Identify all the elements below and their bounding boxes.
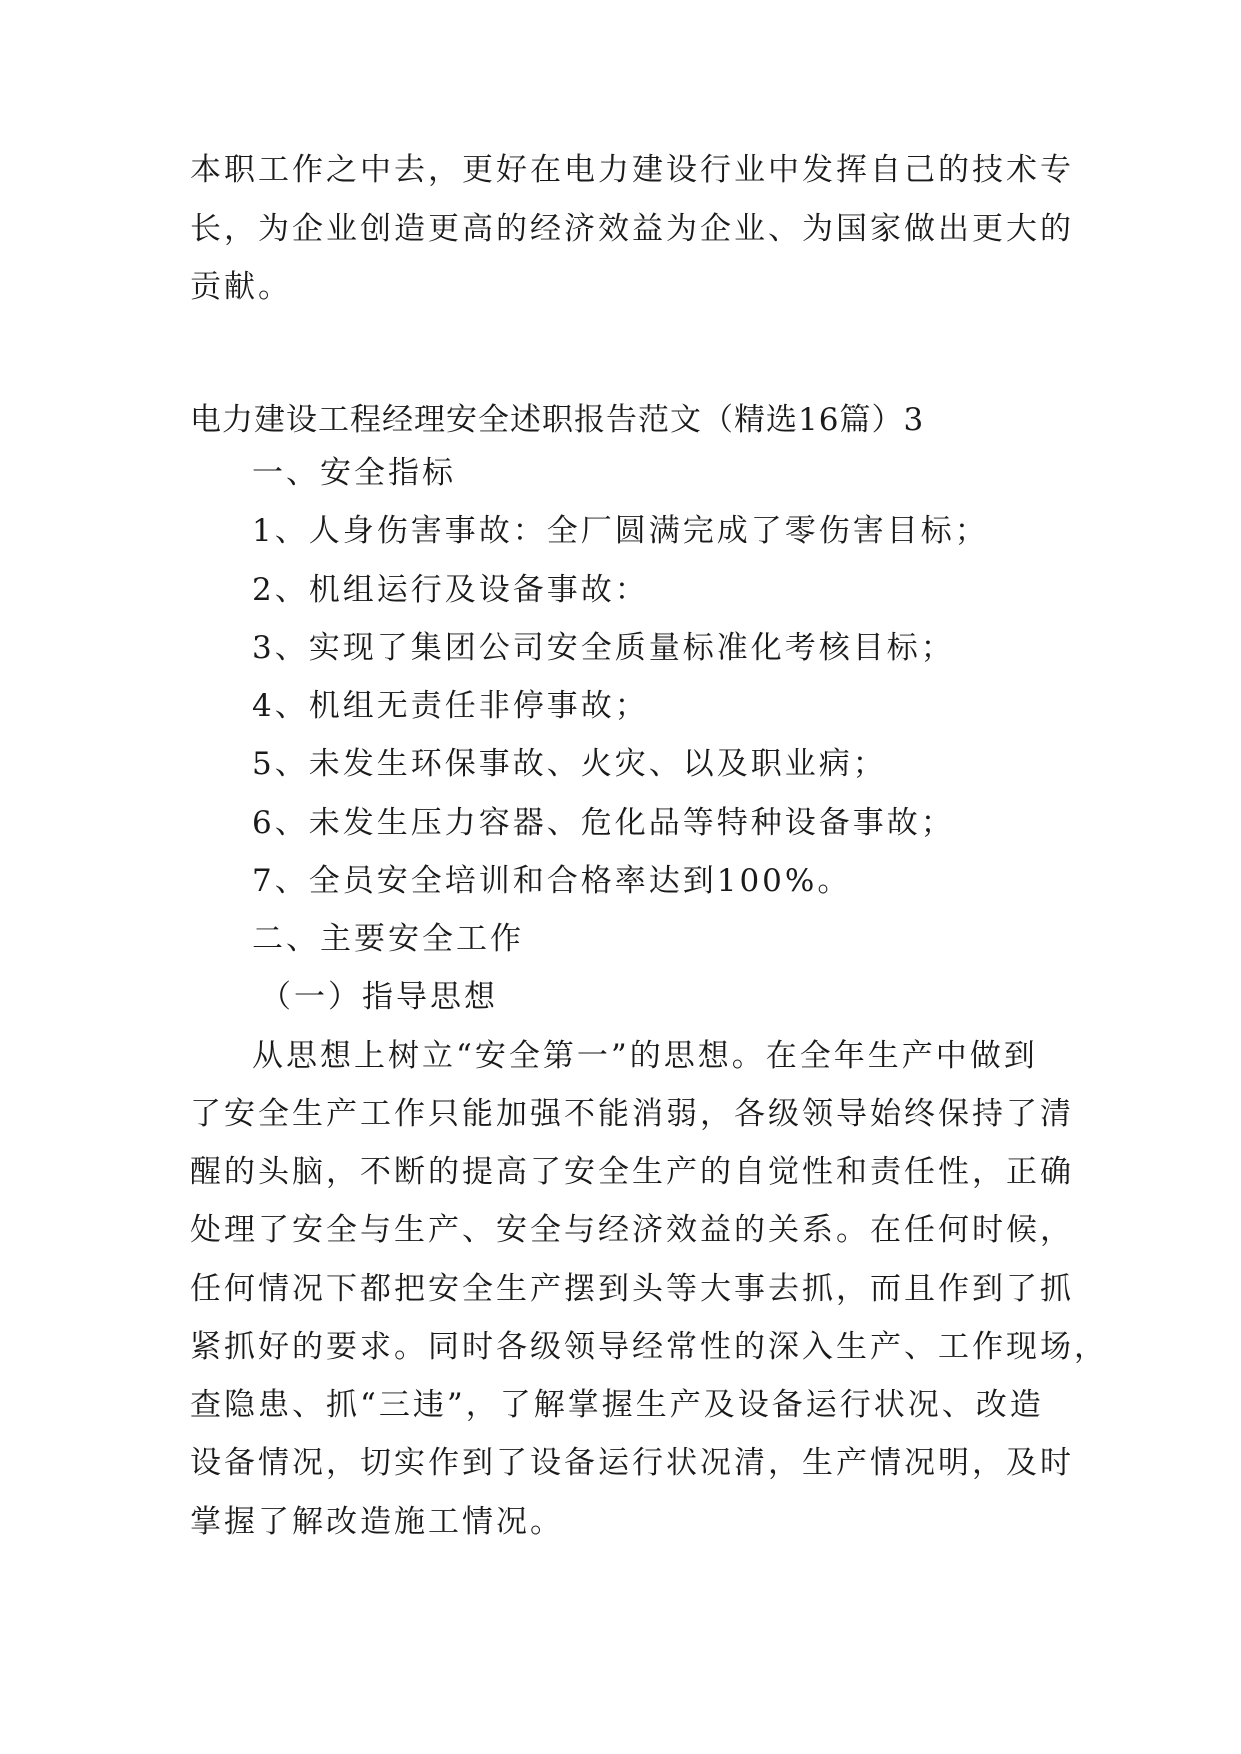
indicator-item-1: 1、人身伤害事故：全厂圆满完成了零伤害目标； [252, 513, 989, 549]
indicator-item-5: 5、未发生环保事故、火灾、以及职业病； [252, 746, 887, 782]
intro-line-2: 长，为企业创造更高的经济效益为企业、为国家做出更大的 [190, 211, 1074, 247]
part-two-heading: 二、主要安全工作 [252, 921, 524, 957]
body-line-7: 查隐患、抓“三违”，了解掌握生产及设备运行状况、改造 [190, 1387, 1044, 1423]
indicator-item-3: 3、实现了集团公司安全质量标准化考核目标； [252, 630, 955, 666]
body-line-6: 紧抓好的要求。同时各级领导经常性的深入生产、工作现场， [190, 1329, 1108, 1365]
part-two-subheading: （一）指导思想 [260, 979, 498, 1015]
body-line-2: 了安全生产工作只能加强不能消弱，各级领导始终保持了清 [190, 1096, 1074, 1132]
indicator-item-2: 2、机组运行及设备事故： [252, 572, 649, 608]
indicator-item-7: 7、全员安全培训和合格率达到100%。 [252, 863, 852, 899]
intro-line-1: 本职工作之中去，更好在电力建设行业中发挥自己的技术专 [190, 152, 1074, 188]
body-line-9: 掌握了解改造施工情况。 [190, 1504, 564, 1540]
body-line-1: 从思想上树立“安全第一”的思想。在全年生产中做到 [252, 1038, 1038, 1074]
body-line-5: 任何情况下都把安全生产摆到头等大事去抓，而且作到了抓 [190, 1271, 1074, 1307]
part-one-heading: 一、安全指标 [252, 455, 456, 491]
indicator-item-6: 6、未发生压力容器、危化品等特种设备事故； [252, 805, 955, 841]
intro-line-3: 贡献。 [190, 269, 292, 305]
body-line-8: 设备情况，切实作到了设备运行状况清，生产情况明，及时 [190, 1445, 1074, 1481]
indicator-item-4: 4、机组无责任非停事故； [252, 688, 649, 724]
body-line-3: 醒的头脑，不断的提高了安全生产的自觉性和责任性，正确 [190, 1154, 1074, 1190]
section-title: 电力建设工程经理安全述职报告范文（精选16篇）3 [190, 402, 925, 438]
body-line-4: 处理了安全与生产、安全与经济效益的关系。在任何时候， [190, 1212, 1074, 1248]
